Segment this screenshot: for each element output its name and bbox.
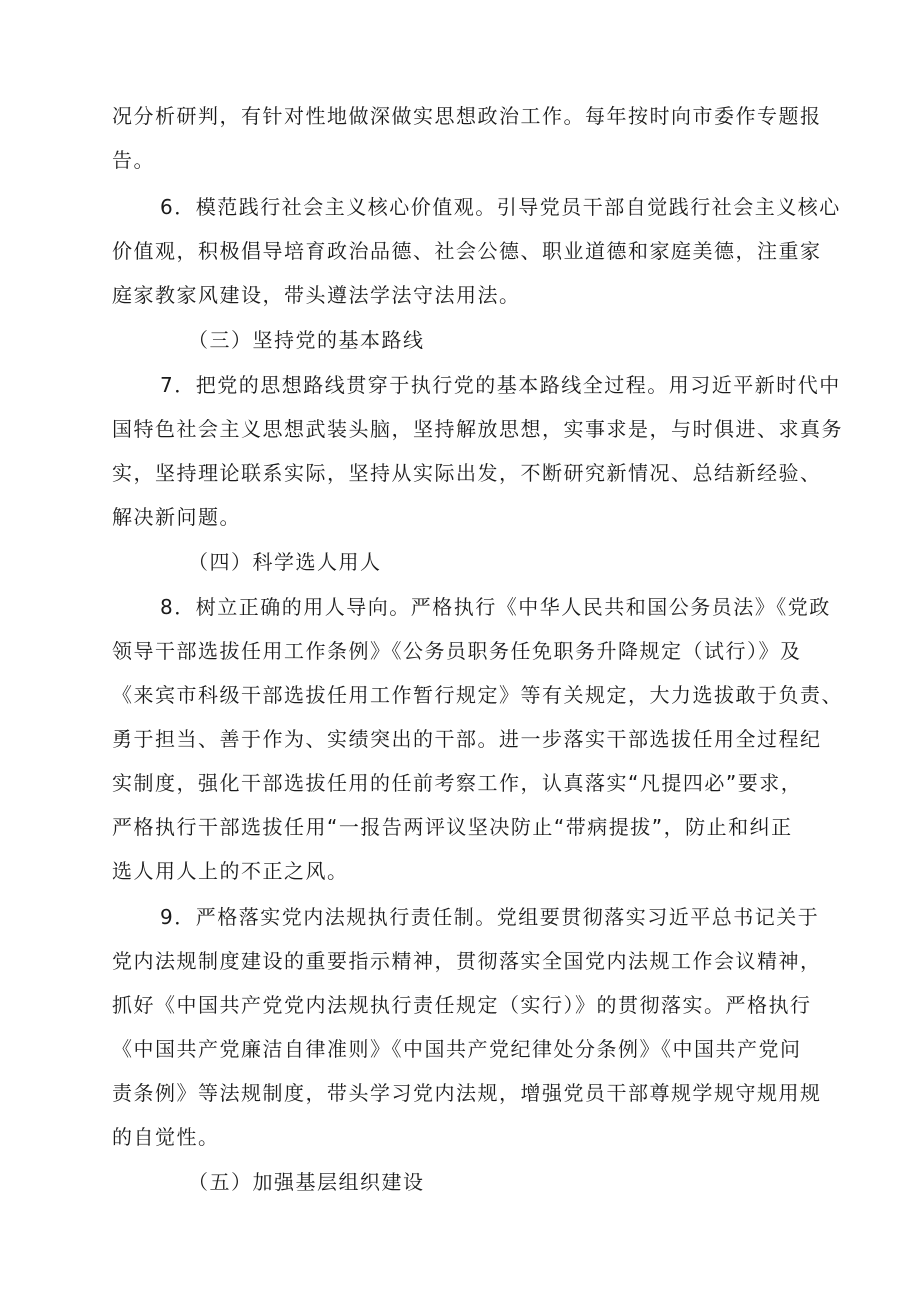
body-text-line: 责条例》等法规制度，带头学习党内法规，增强党员干部尊规学规守规用规 — [112, 1081, 822, 1105]
paragraph-8-start: 8．树立正确的用人导向。严格执行《中华人民共和国公务员法》《党政 — [160, 595, 831, 619]
body-text-line: 告。 — [112, 148, 155, 172]
body-text-line: 勇于担当、善于作为、实绩突出的干部。进一步落实干部选拔任用全过程纪 — [112, 727, 822, 751]
body-text-line: 抓好《中国共产党党内法规执行责任规定（实行）》的贯彻落实。严格执行 — [112, 993, 812, 1017]
body-text-line: 党内法规制度建设的重要指示精神，贯彻落实全国党内法规工作会议精神， — [112, 949, 822, 973]
body-text-line: 实，坚持理论联系实际，坚持从实际出发，不断研究新情况、总结新经验、 — [112, 461, 822, 485]
section-heading-4: （四）科学选人用人 — [188, 550, 382, 574]
body-text-line: 的自觉性。 — [112, 1125, 220, 1149]
body-text-line: 实制度，强化干部选拔任用的任前考察工作，认真落实“凡提四必”要求， — [112, 771, 803, 795]
paragraph-7-start: 7．把党的思想路线贯穿于执行党的基本路线全过程。用习近平新时代中 — [160, 373, 841, 397]
body-text-line: 况分析研判，有针对性地做深做实思想政治工作。每年按时向市委作专题报 — [112, 104, 822, 128]
body-text-line: 领导干部选拔任用工作条例》《公务员职务任免职务升降规定（试行）》及 — [112, 639, 802, 663]
body-text-line: 价值观，积极倡导培育政治品德、社会公德、职业道德和家庭美德，注重家 — [112, 239, 822, 263]
section-heading-5: （五）加强基层组织建设 — [188, 1170, 425, 1194]
body-text-line: 国特色社会主义思想武装头脑，坚持解放思想，实事求是，与时俱进、求真务 — [112, 417, 843, 441]
body-text-line: 《来宾市科级干部选拔任用工作暂行规定》等有关规定，大力选拔敢于负责、 — [112, 683, 843, 707]
body-text-line: 解决新问题。 — [112, 505, 241, 529]
paragraph-9-start: 9．严格落实党内法规执行责任制。党组要贯彻落实习近平总书记关于 — [160, 905, 820, 929]
body-text-line: 《中国共产党廉洁自律准则》《中国共产党纪律处分条例》《中国共产党问 — [112, 1037, 802, 1061]
body-text-line: 选人用人上的不正之风。 — [112, 859, 349, 883]
body-text-line: 庭家教家风建设，带头遵法学法守法用法。 — [112, 283, 521, 307]
body-text-line: 严格执行干部选拔任用“一报告两评议坚决防止“带病提拔”，防止和纠正 — [112, 815, 793, 839]
paragraph-6-start: 6．模范践行社会主义核心价值观。引导党员干部自觉践行社会主义核心 — [160, 195, 841, 219]
section-heading-3: （三）坚持党的基本路线 — [188, 328, 425, 352]
